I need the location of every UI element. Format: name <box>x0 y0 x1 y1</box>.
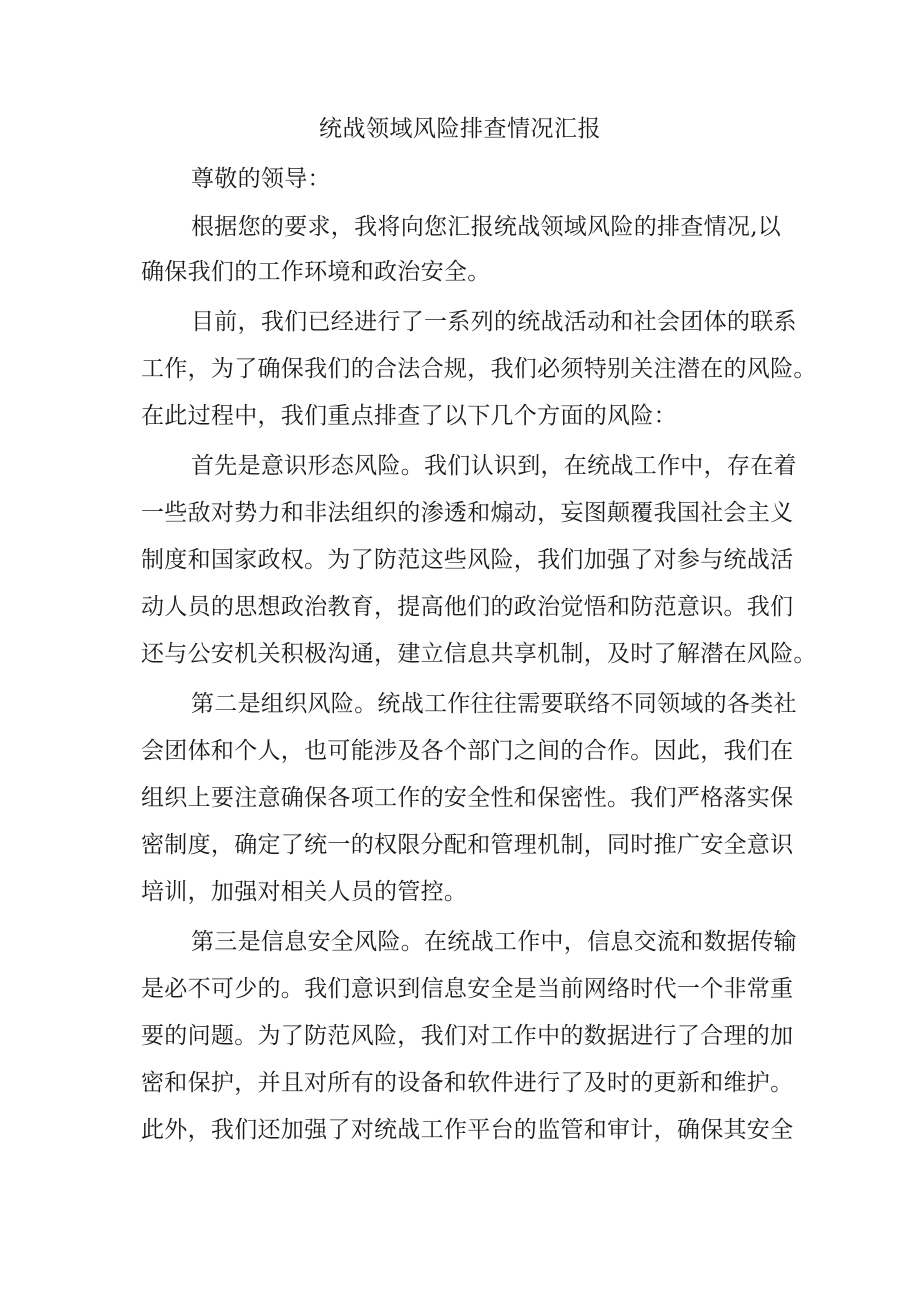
paragraph-line: 根据您的要求，我将向您汇报统战领域风险的排查情况,以 <box>191 214 782 240</box>
paragraph-line: 密制度，确定了统一的权限分配和管理机制，同时推广安全意识 <box>141 832 794 858</box>
paragraph-line: 要的问题。为了防范风险，我们对工作中的数据进行了合理的加 <box>141 1023 794 1049</box>
paragraph-line: 培训，加强对相关人员的管控。 <box>141 879 468 905</box>
paragraph-line: 密和保护，并且对所有的设备和软件进行了及时的更新和维护。 <box>141 1070 794 1096</box>
paragraph-line: 第三是信息安全风险。在统战工作中，信息交流和数据传输 <box>191 929 797 955</box>
paragraph-line: 还与公安机关积极沟通，建立信息共享机制，及时了解潜在风险。 <box>141 641 817 667</box>
paragraph-line: 目前，我们已经进行了一系列的统战活动和社会团体的联系 <box>191 309 797 335</box>
document-title: 统战领域风险排查情况汇报 <box>319 116 601 142</box>
paragraph-line: 首先是意识形态风险。我们认识到，在统战工作中，存在着 <box>191 453 797 479</box>
paragraph-line: 是必不可少的。我们意识到信息安全是当前网络时代一个非常重 <box>141 976 794 1002</box>
paragraph-line: 制度和国家政权。为了防范这些风险，我们加强了对参与统战活 <box>141 547 794 573</box>
paragraph-line: 组织上要注意确保各项工作的安全性和保密性。我们严格落实保 <box>141 785 794 811</box>
paragraph-line: 确保我们的工作环境和政治安全。 <box>141 259 491 285</box>
paragraph-line: 一些敌对势力和非法组织的渗透和煽动，妄图颠覆我国社会主义 <box>141 500 794 526</box>
paragraph-line: 会团体和个人，也可能涉及各个部门之间的合作。因此，我们在 <box>141 738 794 764</box>
paragraph-line: 在此过程中，我们重点排查了以下几个方面的风险： <box>141 403 677 429</box>
paragraph-line: 动人员的思想政治教育，提高他们的政治觉悟和防范意识。我们 <box>141 594 794 620</box>
salutation: 尊敬的领导： <box>191 166 331 192</box>
paragraph-line: 工作，为了确保我们的合法合规，我们必须特别关注潜在的风险。 <box>141 356 817 382</box>
paragraph-line: 第二是组织风险。统战工作往往需要联络不同领域的各类社 <box>191 691 797 717</box>
paragraph-line: 此外，我们还加强了对统战工作平台的监管和审计，确保其安全 <box>141 1117 794 1143</box>
